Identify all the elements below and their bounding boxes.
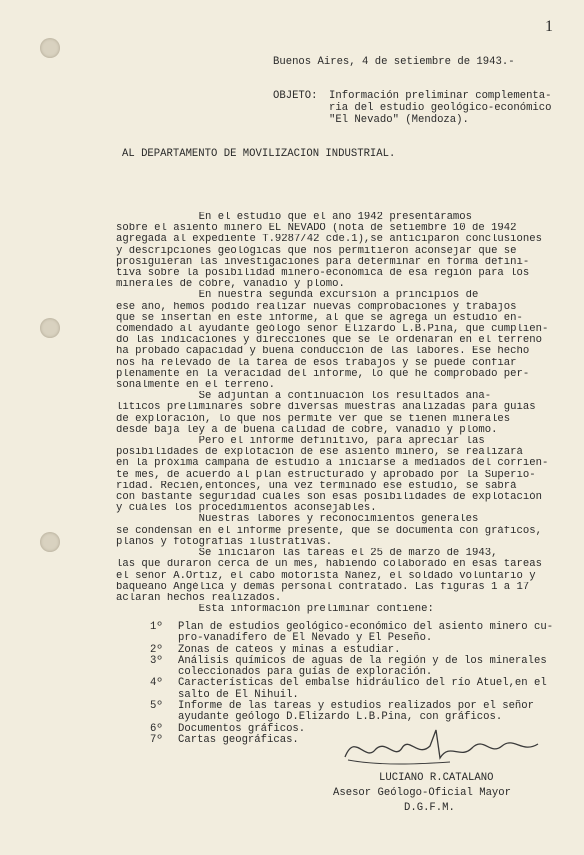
body-line: te mes, de acuerdo al plan estructurado y aprobado por la Superio- bbox=[116, 469, 536, 481]
contents-item-text: coleccionados para guías de exploración. bbox=[178, 666, 433, 679]
body-line: que se insertan en este informe, al que se agrega un estudio en- bbox=[116, 312, 523, 324]
body-line: sobre el asiento minero EL NEVADO (nota de setiembre 10 de 1942 bbox=[116, 223, 517, 235]
contents-item-text: salto de El Nihuil. bbox=[178, 688, 299, 701]
contents-item-number: 4º bbox=[150, 677, 163, 690]
contents-item-text: Documentos gráficos. bbox=[178, 722, 306, 735]
contents-item-number bbox=[150, 633, 178, 644]
contents-item-text: Plan de estudios geológico-económico del asiento minero cu- bbox=[178, 621, 554, 633]
subject-line: Información preliminar complementa- bbox=[329, 90, 552, 102]
body-line: nos ha relevado de la tarea de esos trabajos y se puede confiar bbox=[116, 357, 517, 369]
body-line: sonalmente en el terreno. bbox=[116, 380, 275, 392]
punch-hole bbox=[40, 532, 60, 552]
contents-item-number: 1º bbox=[150, 621, 163, 633]
body-line: en la próxima campaña de estudio a iniciarse a mediados del corrien- bbox=[116, 458, 549, 470]
body-line: ha probado capacidad y buena conducción de las labores. Ese hecho bbox=[116, 346, 530, 358]
body-line: y cuáles los procedimientos aconsejables. bbox=[116, 503, 377, 515]
body-line: aclaran hechos realizados. bbox=[116, 592, 282, 604]
page-number: 1 bbox=[545, 18, 553, 35]
signer-name: LUCIANO R.CATALANO bbox=[379, 772, 494, 784]
body-line: las que duraron cerca de un mes, habiendo colaborado en esas tareas bbox=[116, 559, 542, 571]
body-line: Nuestras labores y reconocimientos generales bbox=[116, 514, 479, 526]
body-line: y descripciones geológicas que nos permitieron aconsejar que se bbox=[116, 245, 517, 257]
contents-item-number: 6º bbox=[150, 722, 163, 735]
body-line: ese año, hemos podido realizar nuevas comprobaciones y trabajos bbox=[116, 301, 517, 313]
body-line: minerales de cobre, vanadio y plomo. bbox=[116, 279, 345, 291]
body-line: planos y fotografías ilustrativas. bbox=[116, 536, 333, 548]
contents-item-number: 2º bbox=[150, 643, 163, 656]
contents-item-number: 3º bbox=[150, 654, 163, 667]
body-line: Se iniciaron las tareas el 25 de marzo de 1943, bbox=[116, 548, 498, 560]
body-line: con bastante seguridad cuáles son esas posibilidades de explotación bbox=[116, 492, 542, 504]
body-line: do las indicaciones y direcciones que se le ordenaran en el terreno bbox=[116, 335, 542, 347]
body-line: comendado al ayudante geólogo señor Elizardo L.B.Pina, que cumplien- bbox=[116, 324, 549, 336]
body-line: de exploración, lo que nos permite ver que se tienen minerales bbox=[116, 413, 511, 425]
contents-item-number bbox=[150, 712, 178, 723]
contents-item-text: Informe de las tareas y estudios realizados por el señor bbox=[178, 700, 535, 713]
signer-office: D.G.F.M. bbox=[404, 802, 455, 814]
signer-title: Asesor Geólogo-Oficial Mayor bbox=[333, 787, 512, 799]
body-line: agregada al expediente T.9287/42 cde.1),se anticiparon conclusiones bbox=[116, 234, 542, 246]
contents-item-text: Zonas de cateos y minas a estudiar. bbox=[178, 643, 401, 656]
body-line: plenamente en la veracidad del informe, lo que he comprobado per- bbox=[116, 368, 530, 380]
body-line: líticos preliminares sobre diversas muestras analizadas para guías bbox=[116, 402, 536, 414]
subject-label: OBJETO: bbox=[273, 90, 318, 102]
body-line: baqueano Angélica y demás personal contratado. Las figuras 1 a 17 bbox=[116, 581, 530, 593]
subject-line: "El Nevado" (Mendoza). bbox=[329, 114, 469, 126]
contents-item-number: 7º bbox=[150, 733, 163, 746]
body-line: Pero el informe definitivo, para apreciar las bbox=[116, 436, 485, 448]
contents-item-text: Cartas geográficas. bbox=[178, 733, 299, 746]
contents-item-text: Características del embalse hidráulico del río Atuel,en el bbox=[178, 677, 547, 690]
contents-item-text: ayudante geólogo D.Elizardo L.B.Pina, con gráficos. bbox=[178, 711, 503, 724]
body-line: Se adjuntan a continuación los resultados ana- bbox=[116, 391, 492, 403]
contents-item bbox=[150, 633, 553, 644]
body-line: En el estudio que el año 1942 presentáramos bbox=[116, 212, 473, 223]
addressee: AL DEPARTAMENTO DE MOVILIZACION INDUSTRIAL. bbox=[122, 148, 396, 160]
body-line: se condensan en el informe presente, que se documenta con gráficos, bbox=[116, 525, 542, 537]
body-line: ridad. Recién,entonces, una vez terminado ese estudio, se sabrá bbox=[116, 480, 517, 492]
punch-hole bbox=[40, 318, 60, 338]
body-line: En nuestra segunda excursión a principios de bbox=[116, 290, 479, 302]
body-line: prosiguieran las investigaciones para determinar en forma defini- bbox=[116, 256, 530, 268]
body-line: desde baja ley a de buena calidad de cobre, vanadio y plomo. bbox=[116, 424, 498, 436]
body-line: posibilidades de explotación de ese asiento minero, se realizará bbox=[116, 447, 523, 459]
contents-item-number: 5º bbox=[150, 700, 163, 713]
punch-hole bbox=[40, 38, 60, 58]
body-line: tiva sobre la posibilidad minero-económica de esa región para los bbox=[116, 268, 530, 280]
contents-item-text: Análisis químicos de aguas de la región y de los minerales bbox=[178, 654, 547, 667]
letter-body bbox=[116, 212, 576, 615]
date-line: Buenos Aires, 4 de setiembre de 1943.- bbox=[273, 56, 515, 68]
body-line: Esta información preliminar contiene: bbox=[116, 604, 434, 616]
handwritten-signature bbox=[340, 722, 560, 772]
body-line: el señor A.Ortiz, el cabo motorista Ñañez, el soldado voluntario y bbox=[116, 570, 536, 582]
subject-line: ria del estudio geológico-económico bbox=[329, 102, 552, 114]
contents-item-text: pro-vanadífero de El Nevado y El Peseño. bbox=[178, 632, 433, 645]
